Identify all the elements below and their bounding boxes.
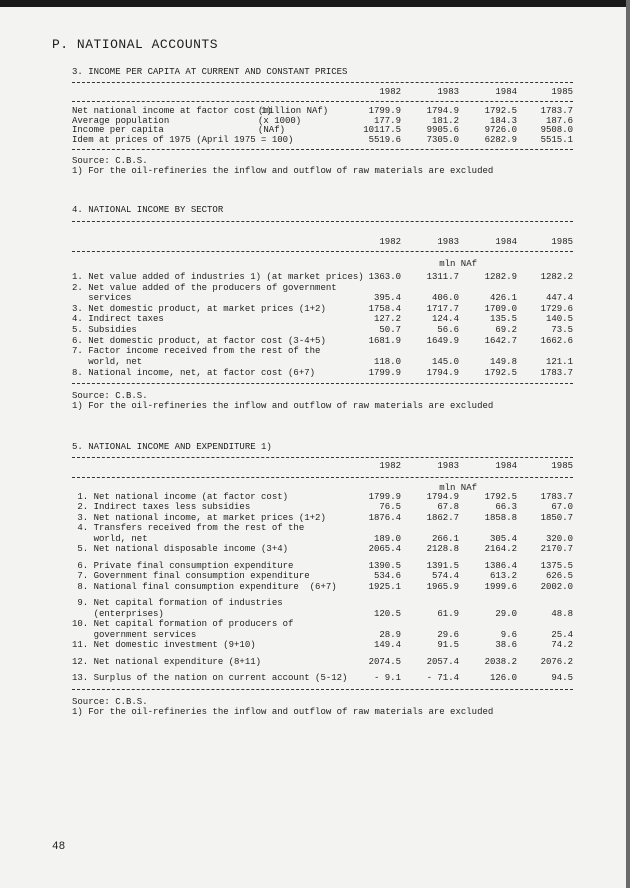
cell-value: 1799.9 (368, 368, 401, 378)
row-label: 9. Net capital formation of industries (72, 598, 283, 608)
source-note: Source: C.B.S. (72, 391, 148, 401)
footnote: 1) For the oil-refineries the inflow and outflow of raw materials are excluded (72, 707, 494, 717)
cell-value: 1794.9 (426, 492, 459, 502)
row-label: 5. Net national disposable income (3+4) (72, 544, 289, 554)
row-label: government services (72, 630, 197, 640)
dashed-rule (72, 689, 573, 690)
scan-right-edge (626, 0, 630, 888)
source-note: Source: C.B.S. (72, 156, 148, 166)
column-header-year: 1983 (437, 461, 459, 471)
row-label: 2. Net value added of the producers of government (72, 283, 337, 293)
row-label: 7. Factor income received from the rest of the (72, 346, 321, 356)
cell-value: 395.4 (373, 293, 401, 303)
source-note: Source: C.B.S. (72, 697, 148, 707)
cell-value: 189.0 (373, 534, 401, 544)
cell-value: 69.2 (495, 325, 517, 335)
cell-value: 76.5 (379, 502, 401, 512)
dashed-rule (72, 383, 573, 384)
cell-value: 177.9 (373, 116, 401, 126)
row-label: 3. Net domestic product, at market prices (1+2) (72, 304, 326, 314)
column-header-year: 1985 (551, 87, 573, 97)
row-label: 3. Net national income, at market prices (1+2) (72, 513, 326, 523)
cell-value: 1794.9 (426, 106, 459, 116)
cell-value: 94.5 (551, 673, 573, 683)
cell-value: 9.6 (500, 630, 517, 640)
cell-value: 2076.2 (540, 657, 573, 667)
dashed-rule (72, 149, 573, 150)
row-label: 4. Transfers received from the rest of the (72, 523, 305, 533)
row-label: 11. Net domestic investment (9+10) (72, 640, 256, 650)
column-header-year: 1982 (379, 461, 401, 471)
row-label: 8. National income, net, at factor cost (6+7) (72, 368, 316, 378)
cell-value: 1391.5 (426, 561, 459, 571)
column-header-year: 1983 (437, 237, 459, 247)
column-header-year: 1985 (551, 237, 573, 247)
cell-value: 61.9 (437, 609, 459, 619)
cell-value: 1717.7 (426, 304, 459, 314)
row-label: 6. Net domestic product, at factor cost (3-4+5) (72, 336, 326, 346)
cell-value: 25.4 (551, 630, 573, 640)
cell-value: 187.6 (545, 116, 573, 126)
column-header-year: 1984 (495, 461, 517, 471)
row-label: 4. Indirect taxes (72, 314, 164, 324)
cell-value: 320.0 (545, 534, 573, 544)
cell-value: 2002.0 (540, 582, 573, 592)
cell-value: 1662.6 (540, 336, 573, 346)
table-title: 5. NATIONAL INCOME AND EXPENDITURE 1) (72, 442, 272, 452)
dashed-rule (72, 457, 573, 458)
unit-label: mln NAf (439, 483, 477, 493)
cell-value: 2164.2 (484, 544, 517, 554)
cell-value: 1311.7 (426, 272, 459, 282)
cell-value: 1799.9 (368, 106, 401, 116)
cell-value: 67.0 (551, 502, 573, 512)
row-label: 5. Subsidies (72, 325, 137, 335)
row-label: (enterprises) (72, 609, 164, 619)
cell-value: 48.8 (551, 609, 573, 619)
row-label: Income per capita (72, 125, 164, 135)
cell-value: 6282.9 (484, 135, 517, 145)
cell-value: 5515.1 (540, 135, 573, 145)
row-label: Idem at prices of 1975 (April 1975 = 100) (72, 135, 294, 145)
cell-value: 1649.9 (426, 336, 459, 346)
cell-value: 1375.5 (540, 561, 573, 571)
cell-value: - 71.4 (426, 673, 459, 683)
cell-value: 1799.9 (368, 492, 401, 502)
cell-value: 73.5 (551, 325, 573, 335)
row-unit: (x 1000) (258, 116, 302, 126)
row-label: 12. Net national expenditure (8+11) (72, 657, 262, 667)
row-unit: (NAf) (258, 125, 286, 135)
dashed-rule (72, 477, 573, 478)
cell-value: - 9.1 (373, 673, 401, 683)
cell-value: 447.4 (545, 293, 573, 303)
row-label: 2. Indirect taxes less subsidies (72, 502, 251, 512)
row-label: world, net (72, 357, 143, 367)
cell-value: 2128.8 (426, 544, 459, 554)
row-unit: (million NAf) (258, 106, 329, 116)
cell-value: 1925.1 (368, 582, 401, 592)
cell-value: 2057.4 (426, 657, 459, 667)
cell-value: 127.2 (373, 314, 401, 324)
cell-value: 28.9 (379, 630, 401, 640)
cell-value: 2065.4 (368, 544, 401, 554)
footnote: 1) For the oil-refineries the inflow and outflow of raw materials are excluded (72, 401, 494, 411)
cell-value: 1783.7 (540, 106, 573, 116)
cell-value: 56.6 (437, 325, 459, 335)
row-label: Average population (72, 116, 170, 126)
cell-value: 181.2 (431, 116, 459, 126)
footnote: 1) For the oil-refineries the inflow and outflow of raw materials are excluded (72, 166, 494, 176)
cell-value: 1792.5 (484, 368, 517, 378)
cell-value: 91.5 (437, 640, 459, 650)
cell-value: 50.7 (379, 325, 401, 335)
cell-value: 2170.7 (540, 544, 573, 554)
cell-value: 574.4 (431, 571, 459, 581)
cell-value: 1681.9 (368, 336, 401, 346)
unit-label: mln NAf (439, 259, 477, 269)
row-label: Net national income at factor cost 1) (72, 106, 272, 116)
cell-value: 2074.5 (368, 657, 401, 667)
cell-value: 1876.4 (368, 513, 401, 523)
table-title: 3. INCOME PER CAPITA AT CURRENT AND CONSTANT PRICES (72, 67, 348, 77)
dashed-rule (72, 221, 573, 222)
cell-value: 135.5 (489, 314, 517, 324)
cell-value: 305.4 (489, 534, 517, 544)
cell-value: 7305.0 (426, 135, 459, 145)
cell-value: 140.5 (545, 314, 573, 324)
row-label: 10. Net capital formation of producers of (72, 619, 294, 629)
cell-value: 1282.2 (540, 272, 573, 282)
cell-value: 1794.9 (426, 368, 459, 378)
cell-value: 1386.4 (484, 561, 517, 571)
cell-value: 66.3 (495, 502, 517, 512)
cell-value: 121.1 (545, 357, 573, 367)
column-header-year: 1983 (437, 87, 459, 97)
scan-top-edge (0, 0, 630, 7)
cell-value: 120.5 (373, 609, 401, 619)
cell-value: 1792.5 (484, 492, 517, 502)
cell-value: 38.6 (495, 640, 517, 650)
page-number: 48 (52, 841, 66, 853)
row-label: services (72, 293, 132, 303)
cell-value: 1390.5 (368, 561, 401, 571)
cell-value: 1862.7 (426, 513, 459, 523)
cell-value: 534.6 (373, 571, 401, 581)
cell-value: 613.2 (489, 571, 517, 581)
cell-value: 2038.2 (484, 657, 517, 667)
cell-value: 1282.9 (484, 272, 517, 282)
cell-value: 29.0 (495, 609, 517, 619)
row-label: world, net (72, 534, 148, 544)
cell-value: 626.5 (545, 571, 573, 581)
cell-value: 74.2 (551, 640, 573, 650)
row-label: 8. National final consumption expenditure (6+7) (72, 582, 337, 592)
cell-value: 1850.7 (540, 513, 573, 523)
cell-value: 149.4 (373, 640, 401, 650)
cell-value: 1792.5 (484, 106, 517, 116)
cell-value: 1642.7 (484, 336, 517, 346)
cell-value: 1729.6 (540, 304, 573, 314)
cell-value: 10117.5 (363, 125, 401, 135)
cell-value: 118.0 (373, 357, 401, 367)
column-header-year: 1982 (379, 237, 401, 247)
column-header-year: 1984 (495, 87, 517, 97)
row-label: 13. Surplus of the nation on current account (5-12) (72, 673, 348, 683)
row-label: 7. Government final consumption expenditure (72, 571, 310, 581)
cell-value: 149.8 (489, 357, 517, 367)
page-heading: P. NATIONAL ACCOUNTS (52, 37, 219, 52)
table-title: 4. NATIONAL INCOME BY SECTOR (72, 205, 224, 215)
cell-value: 124.4 (431, 314, 459, 324)
column-header-year: 1985 (551, 461, 573, 471)
cell-value: 406.0 (431, 293, 459, 303)
cell-value: 1858.8 (484, 513, 517, 523)
cell-value: 1758.4 (368, 304, 401, 314)
cell-value: 145.0 (431, 357, 459, 367)
dashed-rule (72, 82, 573, 83)
row-label: 1. Net value added of industries 1) (at market prices) (72, 272, 364, 282)
cell-value: 29.6 (437, 630, 459, 640)
cell-value: 1783.7 (540, 368, 573, 378)
cell-value: 426.1 (489, 293, 517, 303)
cell-value: 5519.6 (368, 135, 401, 145)
cell-value: 9905.6 (426, 125, 459, 135)
row-label: 1. Net national income (at factor cost) (72, 492, 289, 502)
cell-value: 1709.0 (484, 304, 517, 314)
cell-value: 1363.0 (368, 272, 401, 282)
column-header-year: 1982 (379, 87, 401, 97)
cell-value: 1965.9 (426, 582, 459, 592)
cell-value: 9508.0 (540, 125, 573, 135)
cell-value: 1783.7 (540, 492, 573, 502)
cell-value: 184.3 (489, 116, 517, 126)
cell-value: 9726.0 (484, 125, 517, 135)
cell-value: 1999.6 (484, 582, 517, 592)
dashed-rule (72, 101, 573, 102)
row-label: 6. Private final consumption expenditure (72, 561, 294, 571)
cell-value: 67.8 (437, 502, 459, 512)
cell-value: 266.1 (431, 534, 459, 544)
column-header-year: 1984 (495, 237, 517, 247)
dashed-rule (72, 251, 573, 252)
cell-value: 126.0 (489, 673, 517, 683)
